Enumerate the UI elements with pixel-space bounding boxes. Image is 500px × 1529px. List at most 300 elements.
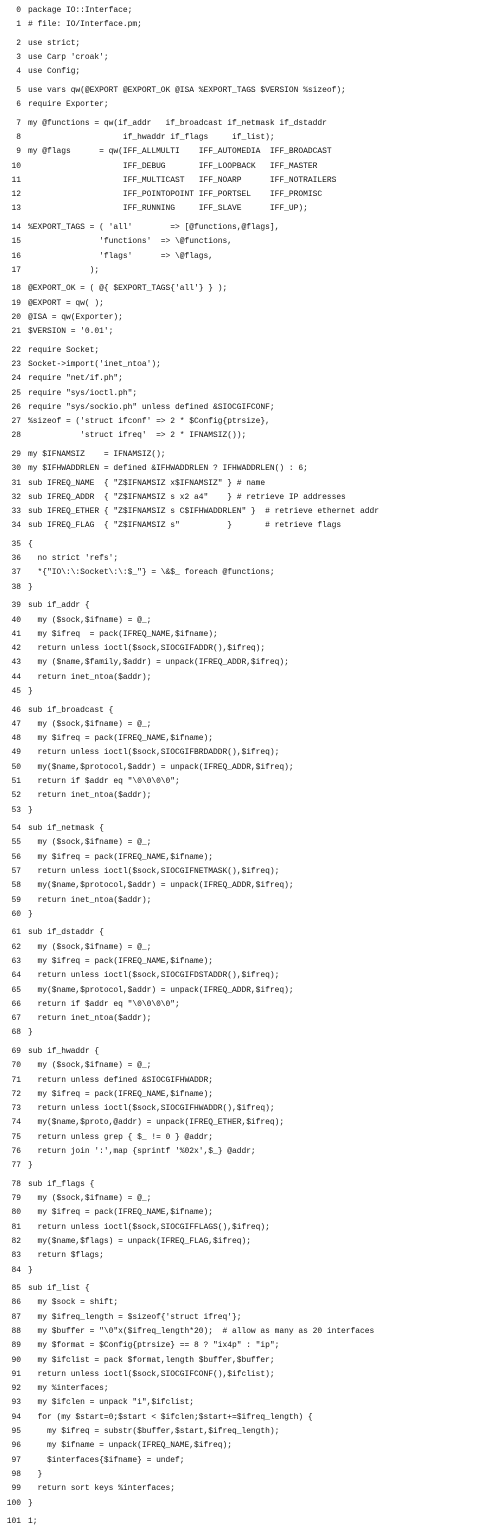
code-line xyxy=(0,491,500,505)
line-number: 17 xyxy=(11,265,21,275)
line-code: IFF_DEBUG IFF_LOOPBACK IFF_MASTER xyxy=(28,161,318,171)
code-line xyxy=(0,174,500,188)
line-number: 67 xyxy=(11,1014,21,1024)
line-number: 26 xyxy=(11,402,21,412)
code-line xyxy=(0,264,500,278)
code-line xyxy=(0,297,500,311)
line-code: sub if_flags { xyxy=(28,1179,95,1189)
code-line xyxy=(0,188,500,202)
line-number: 46 xyxy=(11,705,21,715)
line-number: 66 xyxy=(11,999,21,1009)
line-code: # file: IO/Interface.pm; xyxy=(28,20,142,30)
line-code: 'flags' => \@flags, xyxy=(28,251,213,261)
code-line xyxy=(0,851,500,865)
line-code: return unless defined &SIOCGIFHWADDR; xyxy=(28,1075,213,1085)
code-line xyxy=(0,372,500,386)
line-number: 83 xyxy=(11,1251,21,1261)
line-code: return unless grep { $_ != 0 } @addr; xyxy=(28,1132,213,1142)
line-code: my ($sock,$ifname) = @_; xyxy=(28,719,152,729)
line-code: @EXPORT_OK = ( @{ $EXPORT_TAGS{'all'} } ); xyxy=(28,284,228,294)
code-line xyxy=(0,908,500,922)
line-number: 10 xyxy=(11,161,21,171)
code-line xyxy=(0,1045,500,1059)
line-number: 70 xyxy=(11,1061,21,1071)
line-code: my($name,$protocol,$addr) = unpack(IFREQ_ADDR,$ifreq); xyxy=(28,762,294,772)
line-number: 55 xyxy=(11,838,21,848)
line-code: my %interfaces; xyxy=(28,1384,109,1394)
code-line xyxy=(0,1454,500,1468)
code-line xyxy=(0,1206,500,1220)
line-code: sub if_netmask { xyxy=(28,824,104,834)
code-line xyxy=(0,894,500,908)
code-line xyxy=(0,552,500,566)
line-code: return unless ioctl($sock,SIOCGIFHWADDR(),$ifreq); xyxy=(28,1104,275,1114)
line-number: 93 xyxy=(11,1398,21,1408)
code-line xyxy=(0,1012,500,1026)
code-line xyxy=(0,477,500,491)
line-number: 56 xyxy=(11,852,21,862)
line-code: IFF_RUNNING IFF_SLAVE IFF_UP); xyxy=(28,204,308,214)
line-number: 75 xyxy=(11,1132,21,1142)
code-line xyxy=(0,1396,500,1410)
line-code: *{"IO\:\:Socket\:\:$_"} = \&$_ foreach @functions; xyxy=(28,568,275,578)
line-number: 61 xyxy=(11,928,21,938)
line-number: 60 xyxy=(11,909,21,919)
code-line xyxy=(0,1159,500,1173)
line-code: my $ifclist = pack $format,length $buffer,$buffer; xyxy=(28,1355,275,1365)
line-number: 22 xyxy=(11,345,21,355)
line-number: 53 xyxy=(11,805,21,815)
line-number: 69 xyxy=(11,1046,21,1056)
line-number: 43 xyxy=(11,658,21,668)
code-line xyxy=(0,836,500,850)
code-line xyxy=(0,941,500,955)
line-code: my ($sock,$ifname) = @_; xyxy=(28,838,152,848)
line-code: my ($sock,$ifname) = @_; xyxy=(28,942,152,952)
line-number: 11 xyxy=(11,175,21,185)
line-code: return inet_ntoa($addr); xyxy=(28,895,152,905)
line-code: use Config; xyxy=(28,67,81,77)
line-number: 54 xyxy=(11,824,21,834)
line-number: 86 xyxy=(11,1298,21,1308)
line-code: my $ifreq = pack(IFREQ_NAME,$ifname); xyxy=(28,852,213,862)
line-number: 41 xyxy=(11,629,21,639)
line-number: 57 xyxy=(11,866,21,876)
code-line xyxy=(0,1249,500,1263)
line-code: return unless ioctl($sock,SIOCGIFADDR(),$ifreq); xyxy=(28,644,266,654)
code-line xyxy=(0,704,500,718)
code-line xyxy=(0,998,500,1012)
code-line xyxy=(0,98,500,112)
line-number: 44 xyxy=(11,672,21,682)
line-number: 91 xyxy=(11,1369,21,1379)
line-code: require "sys/ioctl.ph"; xyxy=(28,388,138,398)
line-code: require "net/if.ph"; xyxy=(28,374,123,384)
line-code: my $IFHWADDRLEN = defined &IFHWADDRLEN ? IFHWADDRLEN() : 6; xyxy=(28,464,308,474)
line-number: 63 xyxy=(11,956,21,966)
line-code: } xyxy=(28,909,33,919)
code-line xyxy=(0,656,500,670)
line-code: my $ifreq = pack(IFREQ_NAME,$ifname); xyxy=(28,956,213,966)
line-code: my $ifreq_length = $sizeof{'struct ifreq'}; xyxy=(28,1312,242,1322)
line-code: for (my $start=0;$start < $ifclen;$start+=$ifreq_length) { xyxy=(28,1412,313,1422)
code-line xyxy=(0,926,500,940)
line-code: sub IFREQ_NAME { "Z$IFNAMSIZ x$IFNAMSIZ" } # name xyxy=(28,478,266,488)
line-number: 77 xyxy=(11,1161,21,1171)
line-number: 50 xyxy=(11,762,21,772)
code-line xyxy=(0,1102,500,1116)
code-line xyxy=(0,1131,500,1145)
code-line xyxy=(0,235,500,249)
code-line xyxy=(0,628,500,642)
code-line xyxy=(0,344,500,358)
code-line xyxy=(0,65,500,79)
line-code: return unless ioctl($sock,SIOCGIFCONF(),$ifclist); xyxy=(28,1369,275,1379)
code-line xyxy=(0,614,500,628)
line-number: 19 xyxy=(11,298,21,308)
line-number: 52 xyxy=(11,791,21,801)
code-line xyxy=(0,18,500,32)
line-number: 23 xyxy=(11,359,21,369)
line-code: return inet_ntoa($addr); xyxy=(28,791,152,801)
line-code: if_hwaddr if_flags if_list); xyxy=(28,132,275,142)
line-number: 99 xyxy=(11,1484,21,1494)
line-code: } xyxy=(28,582,33,592)
code-line xyxy=(0,51,500,65)
line-number: 31 xyxy=(11,478,21,488)
code-line xyxy=(0,1116,500,1130)
line-code: require Socket; xyxy=(28,345,100,355)
line-code: } xyxy=(28,687,33,697)
code-line xyxy=(0,325,500,339)
code-line xyxy=(0,732,500,746)
line-code: return join ':',map {sprintf '%02x',$_} @addr; xyxy=(28,1147,256,1156)
code-line xyxy=(0,131,500,145)
line-code: package IO::Interface; xyxy=(28,6,133,15)
line-code: sub IFREQ_ETHER { "Z$IFNAMSIZ s C$IFHWADDRLEN" } # retrieve ethernet addr xyxy=(28,507,380,517)
code-line xyxy=(0,1411,500,1425)
line-number: 42 xyxy=(11,644,21,654)
code-line xyxy=(0,1515,500,1529)
line-code: my $ifclen = unpack "i",$ifclist; xyxy=(28,1398,195,1408)
code-line xyxy=(0,955,500,969)
line-code: @EXPORT = qw( ); xyxy=(28,298,104,308)
line-number: 87 xyxy=(11,1312,21,1322)
code-line xyxy=(0,1088,500,1102)
line-code: } xyxy=(28,1028,33,1038)
line-number: 72 xyxy=(11,1089,21,1099)
code-line xyxy=(0,1325,500,1339)
line-number: 1 xyxy=(16,20,21,30)
line-code: sub IFREQ_ADDR { "Z$IFNAMSIZ s x2 a4" } # retrieve IP addresses xyxy=(28,492,346,502)
line-code: sub if_broadcast { xyxy=(28,705,114,715)
line-number: 13 xyxy=(11,204,21,214)
code-line xyxy=(0,358,500,372)
line-number: 16 xyxy=(11,251,21,261)
line-number: 96 xyxy=(11,1441,21,1451)
line-number: 45 xyxy=(11,687,21,697)
line-number: 49 xyxy=(11,748,21,758)
code-line xyxy=(0,879,500,893)
line-code: return unless ioctl($sock,SIOCGIFFLAGS(),$ifreq); xyxy=(28,1222,270,1232)
code-line xyxy=(0,415,500,429)
line-number: 40 xyxy=(11,615,21,625)
code-line xyxy=(0,1439,500,1453)
line-code: } xyxy=(28,1469,43,1479)
line-number: 25 xyxy=(11,388,21,398)
code-line xyxy=(0,401,500,415)
code-line xyxy=(0,685,500,699)
line-code: my ($name,$family,$addr) = unpack(IFREQ_ADDR,$ifreq); xyxy=(28,658,289,668)
line-code: use Carp 'croak'; xyxy=(28,53,109,63)
line-code: my($name,$protocol,$addr) = unpack(IFREQ_ADDR,$ifreq); xyxy=(28,881,294,891)
code-line xyxy=(0,250,500,264)
line-number: 48 xyxy=(11,734,21,744)
line-number: 98 xyxy=(11,1469,21,1479)
line-number: 12 xyxy=(11,190,21,200)
line-code: return unless ioctl($sock,SIOCGIFBRDADDR(),$ifreq); xyxy=(28,748,280,758)
line-number: 101 xyxy=(6,1516,21,1526)
line-number: 30 xyxy=(11,464,21,474)
line-number: 6 xyxy=(16,100,21,110)
line-number: 58 xyxy=(11,881,21,891)
code-line xyxy=(0,4,500,18)
line-number: 62 xyxy=(11,942,21,952)
line-code: my $ifreq = pack(IFREQ_NAME,$ifname); xyxy=(28,734,213,744)
line-number: 28 xyxy=(11,431,21,441)
code-line xyxy=(0,984,500,998)
line-code: return if $addr eq "\0\0\0\0"; xyxy=(28,777,180,787)
code-line xyxy=(0,1482,500,1496)
line-number: 21 xyxy=(11,327,21,337)
code-line xyxy=(0,117,500,131)
line-number: 79 xyxy=(11,1194,21,1204)
line-code: my $sock = shift; xyxy=(28,1298,119,1308)
code-line xyxy=(0,505,500,519)
line-code: require Exporter; xyxy=(28,100,109,110)
line-code: ); xyxy=(28,265,100,275)
line-code: return $flags; xyxy=(28,1251,104,1261)
line-number: 38 xyxy=(11,582,21,592)
line-number: 39 xyxy=(11,601,21,611)
line-number: 74 xyxy=(11,1118,21,1128)
line-number: 2 xyxy=(16,38,21,48)
line-code: require "sys/sockio.ph" unless defined &SIOCGIFCONF; xyxy=(28,402,275,412)
code-line xyxy=(0,429,500,443)
code-line xyxy=(0,448,500,462)
line-number: 71 xyxy=(11,1075,21,1085)
line-number: 59 xyxy=(11,895,21,905)
line-number: 24 xyxy=(11,374,21,384)
line-code: sub if_addr { xyxy=(28,601,90,611)
line-code: 'struct ifreq' => 2 * IFNAMSIZ()); xyxy=(28,431,247,441)
line-code: { xyxy=(28,539,33,549)
line-number: 88 xyxy=(11,1326,21,1336)
code-line xyxy=(0,1178,500,1192)
line-code: 1; xyxy=(28,1516,38,1526)
line-number: 90 xyxy=(11,1355,21,1365)
line-code: my $ifreq = pack(IFREQ_NAME,$ifname); xyxy=(28,1208,213,1218)
line-code: return inet_ntoa($addr); xyxy=(28,672,152,682)
code-line xyxy=(0,1368,500,1382)
line-number: 18 xyxy=(11,284,21,294)
line-code: IFF_POINTOPOINT IFF_PORTSEL IFF_PROMISC xyxy=(28,190,323,200)
line-code: } xyxy=(28,1498,33,1508)
line-code: my($name,$proto,@addr) = unpack(IFREQ_ETHER,$ifreq); xyxy=(28,1118,285,1128)
line-code: sub IFREQ_FLAG { "Z$IFNAMSIZ s" } # retrieve flags xyxy=(28,521,342,531)
line-code: use vars qw(@EXPORT @EXPORT_OK @ISA %EXPORT_TAGS $VERSION %sizeof); xyxy=(28,85,346,95)
code-line xyxy=(0,822,500,836)
code-line xyxy=(0,1296,500,1310)
code-line xyxy=(0,1425,500,1439)
line-number: 27 xyxy=(11,417,21,427)
line-code: my($name,$flags) = unpack(IFREQ_FLAG,$ifreq); xyxy=(28,1236,251,1246)
code-line xyxy=(0,1354,500,1368)
line-code: return unless ioctl($sock,SIOCGIFDSTADDR(),$ifreq); xyxy=(28,971,280,981)
line-number: 73 xyxy=(11,1104,21,1114)
line-number: 14 xyxy=(11,222,21,232)
line-number: 9 xyxy=(16,147,21,157)
code-line xyxy=(0,1382,500,1396)
code-line xyxy=(0,311,500,325)
line-number: 78 xyxy=(11,1179,21,1189)
line-code: use strict; xyxy=(28,38,81,48)
line-number: 84 xyxy=(11,1265,21,1275)
line-number: 64 xyxy=(11,971,21,981)
code-line xyxy=(0,775,500,789)
line-number: 97 xyxy=(11,1455,21,1465)
line-code: IFF_MULTICAST IFF_NOARP IFF_NOTRAILERS xyxy=(28,175,337,185)
line-number: 7 xyxy=(16,118,21,128)
code-line xyxy=(0,1192,500,1206)
line-code: my ($sock,$ifname) = @_; xyxy=(28,1061,152,1071)
line-code: my ($sock,$ifname) = @_; xyxy=(28,1194,152,1204)
line-number: 34 xyxy=(11,521,21,531)
line-number: 65 xyxy=(11,985,21,995)
line-code: return if $addr eq "\0\0\0\0"; xyxy=(28,999,180,1009)
code-line xyxy=(0,538,500,552)
code-line xyxy=(0,387,500,401)
line-code: sub if_hwaddr { xyxy=(28,1046,100,1056)
line-number: 20 xyxy=(11,312,21,322)
line-number: 29 xyxy=(11,449,21,459)
code-line xyxy=(0,282,500,296)
line-code: return unless ioctl($sock,SIOCGIFNETMASK(),$ifreq); xyxy=(28,866,280,876)
line-code: } xyxy=(28,1265,33,1275)
line-code: my @functions = qw(if_addr if_broadcast if_netmask if_dstaddr xyxy=(28,118,327,128)
line-number: 51 xyxy=(11,777,21,787)
line-code: my $ifreq = pack(IFREQ_NAME,$ifname); xyxy=(28,1089,213,1099)
code-line xyxy=(0,1282,500,1296)
code-line xyxy=(0,718,500,732)
line-code: sub if_dstaddr { xyxy=(28,928,104,938)
code-line xyxy=(0,865,500,879)
line-number: 89 xyxy=(11,1341,21,1351)
line-number: 3 xyxy=(16,53,21,63)
code-line xyxy=(0,1497,500,1511)
line-code: return inet_ntoa($addr); xyxy=(28,1014,152,1024)
line-number: 15 xyxy=(11,237,21,247)
line-code: %sizeof = ('struct ifconf' => 2 * $Config{ptrsize}, xyxy=(28,417,270,427)
line-code: @ISA = qw(Exporter); xyxy=(28,312,123,322)
code-line xyxy=(0,642,500,656)
line-code: $interfaces{$ifname} = undef; xyxy=(28,1455,185,1465)
line-number: 82 xyxy=(11,1236,21,1246)
code-line xyxy=(0,519,500,533)
code-line xyxy=(0,145,500,159)
code-line xyxy=(0,671,500,685)
line-code: $VERSION = '0.01'; xyxy=(28,327,114,337)
line-number: 5 xyxy=(16,85,21,95)
line-code: } xyxy=(28,805,33,815)
line-code: my $format = $Config{ptrsize} == 8 ? "ix4p" : "ip"; xyxy=(28,1341,280,1351)
code-line xyxy=(0,1026,500,1040)
line-number: 32 xyxy=(11,492,21,502)
line-code: Socket->import('inet_ntoa'); xyxy=(28,359,161,369)
line-number: 94 xyxy=(11,1412,21,1422)
line-number: 33 xyxy=(11,507,21,517)
line-number: 37 xyxy=(11,568,21,578)
code-line xyxy=(0,1059,500,1073)
line-code: return sort keys %interfaces; xyxy=(28,1484,176,1494)
line-number: 76 xyxy=(11,1147,21,1156)
line-number: 0 xyxy=(16,6,21,15)
code-line xyxy=(0,37,500,51)
code-line xyxy=(0,1311,500,1325)
line-code: } xyxy=(28,1161,33,1171)
line-code: 'functions' => \@functions, xyxy=(28,237,232,247)
code-line xyxy=(0,1221,500,1235)
code-line xyxy=(0,160,500,174)
code-line xyxy=(0,599,500,613)
line-number: 85 xyxy=(11,1284,21,1294)
line-code: my $ifreq = substr($buffer,$start,$ifreq_length); xyxy=(28,1427,280,1437)
code-line xyxy=(0,202,500,216)
code-line xyxy=(0,1145,500,1159)
line-number: 92 xyxy=(11,1384,21,1394)
line-code: my $ifname = unpack(IFREQ_NAME,$ifreq); xyxy=(28,1441,232,1451)
code-line xyxy=(0,1235,500,1249)
line-code: sub if_list { xyxy=(28,1284,90,1294)
code-line xyxy=(0,789,500,803)
line-code: my @flags = qw(IFF_ALLMULTI IFF_AUTOMEDIA IFF_BROADCAST xyxy=(28,147,332,157)
code-line xyxy=(0,761,500,775)
line-number: 8 xyxy=(16,132,21,142)
line-code: my $IFNAMSIZ = IFNAMSIZ(); xyxy=(28,449,166,459)
line-number: 81 xyxy=(11,1222,21,1232)
line-code: %EXPORT_TAGS = ( 'all' => [@functions,@flags], xyxy=(28,222,280,232)
code-line xyxy=(0,566,500,580)
line-number: 4 xyxy=(16,67,21,77)
code-line xyxy=(0,581,500,595)
line-number: 68 xyxy=(11,1028,21,1038)
code-line xyxy=(0,804,500,818)
line-code: my($name,$protocol,$addr) = unpack(IFREQ_ADDR,$ifreq); xyxy=(28,985,294,995)
line-number: 95 xyxy=(11,1427,21,1437)
code-line xyxy=(0,1468,500,1482)
code-line xyxy=(0,221,500,235)
line-number: 80 xyxy=(11,1208,21,1218)
code-line xyxy=(0,969,500,983)
line-number: 35 xyxy=(11,539,21,549)
code-line xyxy=(0,1264,500,1278)
code-line xyxy=(0,462,500,476)
code-line xyxy=(0,1074,500,1088)
line-code: my $buffer = "\0"x($ifreq_length*20); # allow as many as 20 interfaces xyxy=(28,1326,375,1336)
code-line xyxy=(0,84,500,98)
line-code: no strict 'refs'; xyxy=(28,554,119,564)
line-number: 36 xyxy=(11,554,21,564)
